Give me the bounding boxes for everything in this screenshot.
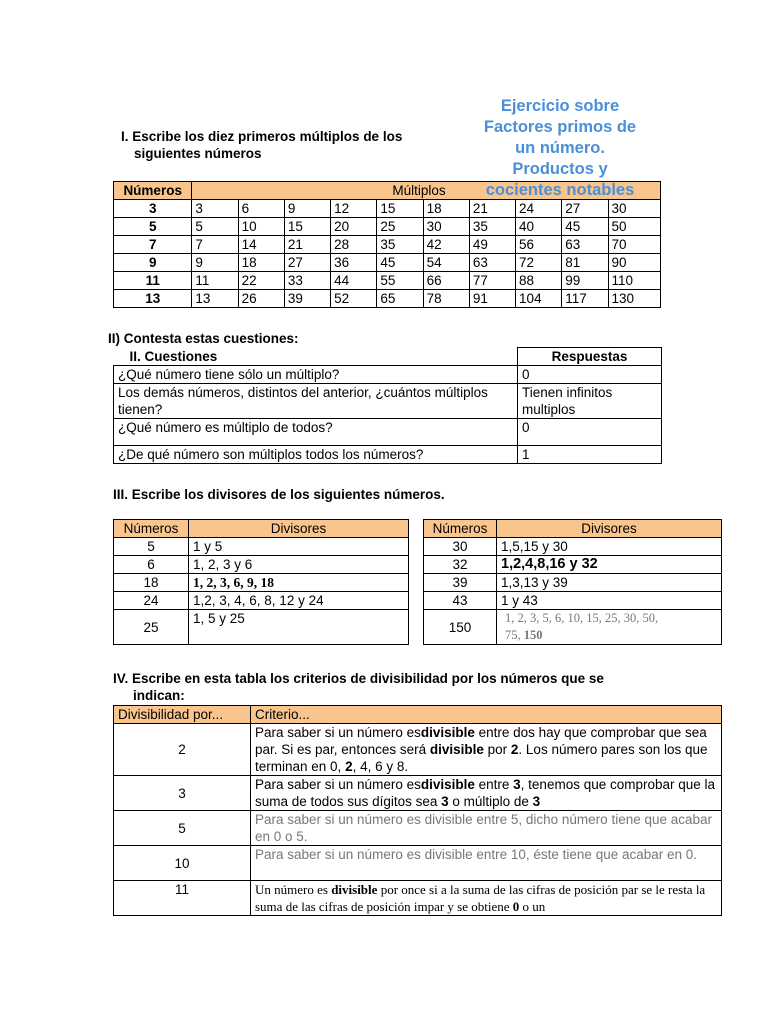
multiple-cell: 63: [562, 236, 608, 254]
multiple-cell: 63: [469, 254, 515, 272]
document-title: Ejercicio sobre Factores primos de un número. Productos y cocientes notables: [483, 97, 637, 199]
multiples-header-multiples: Múltiplos: [192, 182, 661, 200]
multiple-cell: 49: [469, 236, 515, 254]
multiple-cell: 130: [608, 290, 660, 308]
answer-cell: 1: [518, 446, 662, 464]
multiple-cell: 44: [331, 272, 377, 290]
multiple-cell: 110: [608, 272, 660, 290]
multiple-cell: 33: [284, 272, 330, 290]
divisor-number: 150: [424, 610, 497, 645]
divisor-number: 5: [114, 538, 189, 556]
multiple-cell: 56: [516, 236, 562, 254]
multiples-number: 5: [114, 218, 192, 236]
divisor-list: 1,2,4,8,16 y 32: [497, 556, 722, 574]
multiple-cell: 27: [562, 200, 608, 218]
criteria-text: Un número es divisible por once si a la suma de las cifras de posición par se le resta la suma de las cifras de posición impar y se obtiene 0 o un: [251, 881, 722, 916]
question-cell: ¿De qué número son múltiplos todos los números?: [114, 446, 518, 464]
multiples-number: 13: [114, 290, 192, 308]
answers-header: Respuestas: [518, 348, 662, 366]
multiple-cell: 35: [377, 236, 423, 254]
divisor-list: 1 y 43: [497, 592, 722, 610]
multiple-cell: 22: [238, 272, 284, 290]
multiple-cell: 27: [284, 254, 330, 272]
multiple-cell: 104: [516, 290, 562, 308]
divisors-table-right: [423, 519, 722, 645]
multiple-cell: 45: [562, 218, 608, 236]
multiple-cell: 88: [516, 272, 562, 290]
multiple-cell: 12: [331, 200, 377, 218]
multiple-cell: 20: [331, 218, 377, 236]
multiple-cell: 81: [562, 254, 608, 272]
criteria-text: Para saber si un número es divisible entre 10, éste tiene que acabar en 0.: [251, 846, 722, 881]
multiple-cell: 90: [608, 254, 660, 272]
multiple-cell: 77: [469, 272, 515, 290]
multiple-cell: 10: [238, 218, 284, 236]
multiple-cell: 7: [192, 236, 238, 254]
multiple-cell: 36: [331, 254, 377, 272]
multiple-cell: 15: [284, 218, 330, 236]
multiple-cell: 55: [377, 272, 423, 290]
answer-cell: Tienen infinitos multiplos: [518, 384, 662, 419]
multiple-cell: 72: [516, 254, 562, 272]
multiple-cell: 15: [377, 200, 423, 218]
question-cell: ¿Qué número tiene sólo un múltiplo?: [114, 366, 518, 384]
multiple-cell: 25: [377, 218, 423, 236]
criteria-number: 11: [114, 881, 251, 916]
multiples-number: 9: [114, 254, 192, 272]
multiples-row: [114, 218, 661, 236]
multiple-cell: 6: [238, 200, 284, 218]
criteria-header-div: Divisibilidad por...: [114, 706, 251, 724]
divisor-list: 1, 5 y 25: [189, 610, 409, 645]
divisors-left-header-divisors: Divisores: [189, 520, 409, 538]
multiple-cell: 40: [516, 218, 562, 236]
divisor-number: 25: [114, 610, 189, 645]
divisor-number: 24: [114, 592, 189, 610]
multiples-row: [114, 200, 661, 218]
answer-cell: 0: [518, 419, 662, 446]
question-cell: ¿Qué número es múltiplo de todos?: [114, 419, 518, 446]
question-cell: Los demás números, distintos del anterior, ¿cuántos múltiplos tienen?: [114, 384, 518, 419]
multiples-number: 11: [114, 272, 192, 290]
multiples-row: [114, 290, 661, 308]
multiple-cell: 50: [608, 218, 660, 236]
criteria-header-crit: Criterio...: [251, 706, 722, 724]
multiples-row: [114, 236, 661, 254]
section2-heading: II) Contesta estas cuestiones:: [108, 331, 299, 346]
multiple-cell: 13: [192, 290, 238, 308]
divisor-number: 39: [424, 574, 497, 592]
multiple-cell: 35: [469, 218, 515, 236]
divisor-number: 6: [114, 556, 189, 574]
divisors-right-header-numbers: Números: [424, 520, 497, 538]
multiple-cell: 54: [423, 254, 469, 272]
multiples-row: [114, 272, 661, 290]
divisor-list: 1,2, 3, 4, 6, 8, 12 y 24: [189, 592, 409, 610]
divisor-list: 1,5,15 y 30: [497, 538, 722, 556]
criteria-text: Para saber si un número es divisible entre 5, dicho número tiene que acabar en 0 o 5.: [251, 811, 722, 846]
multiple-cell: 3: [192, 200, 238, 218]
multiple-cell: 21: [284, 236, 330, 254]
divisor-number: 30: [424, 538, 497, 556]
divisor-list: 1, 2, 3, 5, 6, 10, 15, 25, 30, 50, 75, 150: [497, 610, 722, 645]
criteria-number: 2: [114, 724, 251, 776]
divisor-number: 18: [114, 574, 189, 592]
multiple-cell: 99: [562, 272, 608, 290]
criteria-text: Para saber si un número esdivisible entre dos hay que comprobar que sea par. Si es par, entonces será divisible por 2. Los número pares son los que terminan en 0, 2, 4, 6 y 8.: [251, 724, 722, 776]
multiple-cell: 117: [562, 290, 608, 308]
multiple-cell: 78: [423, 290, 469, 308]
questions-header: II. Cuestiones: [114, 348, 518, 366]
multiple-cell: 70: [608, 236, 660, 254]
multiple-cell: 18: [238, 254, 284, 272]
multiple-cell: 14: [238, 236, 284, 254]
multiples-number: 3: [114, 200, 192, 218]
divisor-number: 43: [424, 592, 497, 610]
divisor-list: 1, 2, 3 y 6: [189, 556, 409, 574]
divisors-table-left: [113, 519, 409, 645]
multiple-cell: 91: [469, 290, 515, 308]
divisor-list: 1, 2, 3, 6, 9, 18: [189, 574, 409, 592]
multiple-cell: 30: [423, 218, 469, 236]
multiples-number: 7: [114, 236, 192, 254]
multiples-row: [114, 254, 661, 272]
multiple-cell: 9: [192, 254, 238, 272]
multiple-cell: 26: [238, 290, 284, 308]
multiple-cell: 30: [608, 200, 660, 218]
multiple-cell: 18: [423, 200, 469, 218]
multiple-cell: 28: [331, 236, 377, 254]
multiple-cell: 39: [284, 290, 330, 308]
criteria-text: Para saber si un número esdivisible entre 3, tenemos que comprobar que la suma de todos sus dígitos sea 3 o múltiplo de 3: [251, 776, 722, 811]
divisors-left-header-numbers: Números: [114, 520, 189, 538]
multiple-cell: 45: [377, 254, 423, 272]
divisor-number: 32: [424, 556, 497, 574]
multiple-cell: 11: [192, 272, 238, 290]
divisor-list: 1 y 5: [189, 538, 409, 556]
section3-heading: III. Escribe los divisores de los siguientes números.: [113, 487, 445, 502]
answer-cell: 0: [518, 366, 662, 384]
multiple-cell: 52: [331, 290, 377, 308]
divisors-right-header-divisors: Divisores: [497, 520, 722, 538]
divisor-list: 1,3,13 y 39: [497, 574, 722, 592]
multiples-header-numbers: Números: [114, 182, 192, 200]
criteria-number: 3: [114, 776, 251, 811]
criteria-number: 5: [114, 811, 251, 846]
criteria-table: [113, 705, 722, 916]
multiple-cell: 9: [284, 200, 330, 218]
section1-heading: I. Escribe los diez primeros múltiplos de los siguientes números: [121, 129, 403, 161]
criteria-number: 10: [114, 846, 251, 881]
multiple-cell: 66: [423, 272, 469, 290]
multiple-cell: 21: [469, 200, 515, 218]
multiple-cell: 65: [377, 290, 423, 308]
questions-table: [113, 347, 662, 464]
section4-heading: IV. Escribe en esta tabla los criterios de divisibilidad por los números que se indican:: [113, 671, 604, 703]
multiples-body: [114, 200, 661, 308]
multiple-cell: 24: [516, 200, 562, 218]
multiple-cell: 42: [423, 236, 469, 254]
multiple-cell: 5: [192, 218, 238, 236]
